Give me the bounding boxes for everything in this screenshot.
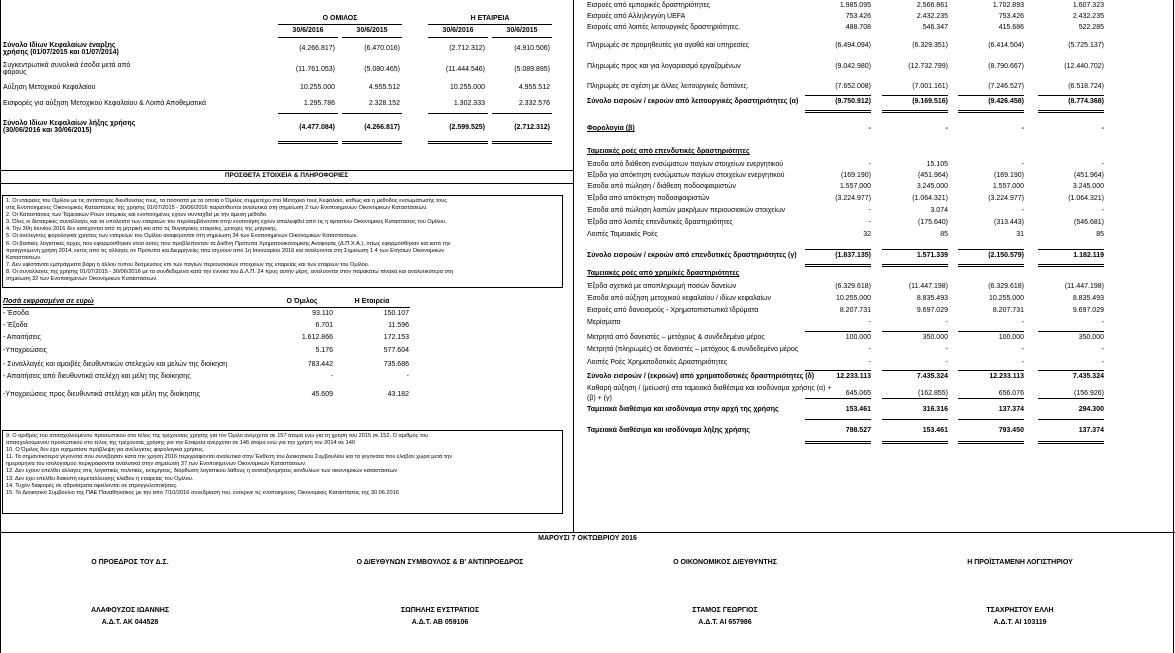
total-rule xyxy=(958,419,1024,420)
signatory-id-3: Α.Δ.Τ. ΑΙ 657986 xyxy=(698,619,752,626)
date-col-3: 30/6/2016 xyxy=(442,27,474,34)
cashflow-value: 85 xyxy=(940,231,948,238)
cashflow-value: - xyxy=(1021,161,1024,168)
cashflow-value: 9.697.029 xyxy=(916,307,948,314)
cashflow-label: Πληρωμές σε σχέση με άλλες λειτουργικές δαπάνες. xyxy=(587,83,749,90)
cashflow-row xyxy=(573,283,1173,294)
cashflow-value: (11.447.198) xyxy=(1064,283,1104,290)
related-row: - Έξοδα 6.701 11.596 xyxy=(3,322,409,329)
cashflow-label: Έσοδα από διάθεση ενσώματων παγίων στοιχείων ενεργητικού xyxy=(587,161,784,168)
equity-row-2: Συγκεντρωτικά συνολικά έσοδα μετά από φόρους (11.761.053) (5.080.465) (11.444.546) (5.089.895) xyxy=(3,62,550,76)
cashflow-value: 7.435.324 xyxy=(916,373,948,380)
cashflow-label: Εισροές από δανεισμούς - Χρηματοπιστωτικά Ιδρύματα xyxy=(587,307,759,314)
cashflow-row xyxy=(573,385,1173,402)
cashflow-value: - xyxy=(868,207,871,214)
cashflow-row xyxy=(573,98,1173,109)
date-col-2: 30/6/2015 xyxy=(356,27,388,34)
total-rule xyxy=(958,398,1024,399)
cashflow-value: (162.855) xyxy=(918,390,948,397)
equity-row-5: Σύνολο Ιδίων Κεφαλαίων λήξης χρήσης (30/06/2016 και 30/06/2015) (4.477.084) (4.266.817) (2.599.525) (2.712.312) xyxy=(3,120,550,134)
cashflow-value: 798.527 xyxy=(845,427,871,434)
cashflow-label: Πληρωμές σε προμηθευτές για αγαθά και υπηρεσίες xyxy=(587,42,749,49)
cashflow-value: - xyxy=(868,219,871,226)
cashflow-value: 12.233.113 xyxy=(836,373,871,380)
equity-row-4: Εισφορές για αύξηση Μετοχικού Κεφαλαίου & Λοιπά Αποθεματικά 1.295.786 2.328.152 1.302.333 2.332.576 xyxy=(3,100,550,107)
cashflow-value: 3.245.000 xyxy=(1072,183,1104,190)
cashflow-value: - xyxy=(945,125,948,132)
cashflow-label: Έσοδα από πώληση λοιπών μακρ/μων περιουσιακών στοιχείων xyxy=(587,207,786,214)
cashflow-value: - xyxy=(945,319,948,326)
total-rule xyxy=(882,95,948,96)
total-rule xyxy=(805,331,871,332)
cashflow-value: (6.518.724) xyxy=(1068,83,1104,90)
cashflow-value: (11.447.198) xyxy=(908,283,948,290)
equity-table xyxy=(0,0,573,160)
cashflow-value: - xyxy=(868,161,871,168)
total-rule xyxy=(1038,419,1104,420)
total-rule xyxy=(805,441,871,444)
cashflow-value: (3.224.977) xyxy=(988,195,1024,202)
cashflow-value: (7.246.527) xyxy=(988,83,1024,90)
signatory-name-3: ΣΤΑΜΟΣ ΓΕΩΡΓΙΟΣ xyxy=(692,607,758,614)
total-rule xyxy=(1038,370,1104,371)
cashflow-value: 10.255.000 xyxy=(988,295,1024,302)
cashflow-value: (175.640) xyxy=(918,219,948,226)
cashflow-value: (12.732.799) xyxy=(908,63,948,70)
cashflow-label: Μετρητά από δανειστές – μετόχους & συνδεδεμένο μέρος xyxy=(587,334,765,341)
cashflow-value: 1.985.095 xyxy=(839,2,871,9)
cashflow-row xyxy=(573,83,1173,94)
cashflow-value: 1.557.000 xyxy=(839,183,871,190)
total-rule xyxy=(805,370,871,371)
cashflow-value: (5.725.137) xyxy=(1068,42,1104,49)
cashflow-value: 32 xyxy=(863,231,871,238)
cashflow-row xyxy=(573,346,1173,357)
cashflow-label: Ταμειακά διαθέσιμα και ισοδύναμα λήξης χρήσης xyxy=(587,427,750,434)
total-rule xyxy=(805,264,871,267)
total-rule xyxy=(1038,398,1104,399)
cashflow-value: 656.076 xyxy=(998,390,1024,397)
cashflow-value: (1.064.321) xyxy=(912,195,948,202)
total-rule xyxy=(1038,441,1104,444)
total-rule xyxy=(958,331,1024,332)
cashflow-value: (3.224.977) xyxy=(835,195,871,202)
total-rule xyxy=(882,419,948,420)
total-rule xyxy=(1038,95,1104,96)
cashflow-label: Φορολογία (β) xyxy=(587,125,635,132)
total-rule xyxy=(882,331,948,332)
related-header-group: Ο Όμιλος xyxy=(286,298,318,305)
signatory-title-2: Ο ΔΙΕΥΘΥΝΩΝ ΣΥΜΒΟΥΛΟΣ & Β' ΑΝΤΙΠΡΟΕΔΡΟΣ xyxy=(356,559,524,566)
signatory-name-4: ΤΣΑΧΡΗΣΤΟΥ ΕΛΛΗ xyxy=(986,607,1054,614)
cashflow-value: 522.285 xyxy=(1078,24,1104,31)
cashflow-value: 645.065 xyxy=(845,390,871,397)
related-row: - Απαιτήσεις από διευθυντικά στελέχη και μέλη της διοίκησης - - xyxy=(3,373,409,380)
cashflow-value: 31 xyxy=(1016,231,1024,238)
cashflow-row xyxy=(573,13,1173,24)
cashflow-label: Λοιπές Ροές Χρηματοδοτικές Δραστηριότητες xyxy=(587,359,728,366)
related-header-label: Ποσά εκφρασμένα σε ευρώ xyxy=(3,298,94,305)
cashflow-row xyxy=(573,24,1173,35)
footer-date: ΜΑΡΟΥΣΙ 7 ΟΚΤΩΒΡΙΟΥ 2016 xyxy=(538,535,637,542)
cashflow-value: (6.414.504) xyxy=(988,42,1024,49)
cashflow-label: Εισροές από λοιπές λειτουργικές δραστηριότητες. xyxy=(587,24,741,31)
cashflow-label-cont: (β) + (γ) xyxy=(587,395,612,402)
cashflow-value: 15.105 xyxy=(926,161,948,168)
cashflow-row xyxy=(573,148,1173,159)
total-rule xyxy=(882,370,948,371)
cashflow-row xyxy=(573,42,1173,53)
notes-box-1: 1. Οι εταιρείες του Ομίλου με τις αντίστοιχες διευθύνσεις τους, τα ποσοστά με τα οποία ο Όμιλος συμμετέχει στο Μετοχικό τους Κεφάλαιο, καθώς και η μέθοδος ενσωμάτωσής τους στις Ενοποιημένες Οικονομικές Καταστάσεις της χρήσης 01/07/2015 - 30/06/2016 παρατίθενται αναλυτικά στη σημείωση 2 των Ενοποιημένων Οικονομικών Καταστάσεων. 2. Οι Καταστάσεις των Ταμειακών Ροών ατομικές και ενοποιημένες έχουν συνταχθεί με την άμεση μέθοδο. 3. Όλες οι διεταιρικές συναλλαγές και τα υπόλοιπα των εταιρειών του περιλαμβάνονται στην ενοποίηση έχουν απαλειφθεί από τις η αρτατίνω Οικονομικές Καταστάσεις του Ομίλου. 4. Την 30η Ιουνίου 2016 δεν κατέχονται από τη μητρική και από τις θυγατρικές εταιρείες, μετοχές της μητρικής. 5. Οι ανέλεγκτες φορολογικά χρήσεις των εταιρειών του Ομίλου αναφέρονται στη σημείωση 34 των Ενοποιημένων Οικονομικών Καταστάσεων. 6. Οι βασικές λογιστικές αρχές που εφαρμόσθηκαν είναι αυτές που προβλέπονταν τα Διεθνή Πρότυπα Χρηματοοικονομικής Αναφοράς (Δ.Π.Χ.Α.), όπως εφαρμόσθηκαν και κατά την προηγούμενη χρήση 2014, εκτός από τις αλλαγές σε Πρότυπα και Διερμηνείες που ισχύουν από 1η Ιανουαρίου 2016 και αναλύονται στη Σημείωση 1.4 των Ετήσιων Οικονομικών Καταστάσεων. 7. Δεν υφίστανται εμπράγματα βάρη ή άλλου τύπου δεσμεύσεις επί των παγίων περιουσιακών στοιχείων της εταιρείας και των εταιριών του Ομίλου. 8. Οι συναλλαγές της χρήσης 01/07/2015 - 30/06/2016 με τα συνδεδεμένα κατά την έννοια του Δ.Λ.Π. 24 προς αυτήν μέρη, αναλύονται στον παρακάτω πίνακα και αναλυτικότερα στη σημείωση 32 των Ενοποιημένων Οικονομικών Καταστάσεων. xyxy=(2,195,563,288)
cashflow-row xyxy=(573,406,1173,417)
cashflow-label: Σύνολο εισροών / (εκροών) από χρηματοδοτικές δραστηριότητες (δ) xyxy=(587,373,815,380)
cashflow-row xyxy=(573,195,1173,206)
total-rule xyxy=(882,398,948,399)
cashflow-value: - xyxy=(1101,207,1104,214)
total-rule xyxy=(882,110,948,113)
cashflow-row xyxy=(573,427,1173,438)
additional-info-title: ΠΡΟΣΘΕΤΑ ΣΤΟΙΧΕΙΑ & ΠΛΗΡΟΦΟΡΙΕΣ xyxy=(224,172,349,179)
cashflow-value: 137.374 xyxy=(1078,427,1104,434)
cashflow-value: 753.426 xyxy=(998,13,1024,20)
total-rule xyxy=(805,249,871,250)
cashflow-value: 10.255.000 xyxy=(835,295,871,302)
signatory-title-3: Ο ΟΙΚΟΝΟΜΙΚΟΣ ΔΙΕΥΘΥΝΤΗΣ xyxy=(673,559,777,566)
total-rule xyxy=(958,441,1024,444)
cashflow-row xyxy=(573,63,1173,74)
cashflow-value: - xyxy=(1021,207,1024,214)
cashflow-row xyxy=(573,307,1173,318)
notes-box-2: 9. Ο αριθμός του απασχολούμενου προσωπικού στο τέλος της τρέχουσας χρήσης για τον Όμιλο ανέρχεται σε 157 άτομα ενώ για τη χρήση του 2015 σε 152. Ο αριθμός του απασχολούμενου προσωπικού στο τέλος της τρέχουσας χρήσης για την Εταιρεία ανέρχεται σε 146 άτομα ενώ για την χρήση του 2014 σε 140 10. Ο Όμιλος δεν έχει σχηματίσει πρόβλεψη για ανέλεγκτες φορολογικά χρήσεις. 11. Τα σημαντικότερα γεγονότα που συνέβησαν κατά την χρήση 2016 περιγράφονται αναλυτικά στην Έκθεση του Διοικητικού Συμβουλίου και τα γεγονότα που έλαβαν χώρα μετά την ημερομηνία του ισολογισμού περιγράφονται αναλυτικά στην σημείωση 37 των Ενοποιημένων Οικονομικών Καταστάσεων. 12. Δεν έχουν επέλθει αλλαγές στις λογιστικές πολιτικές, εκτιμήσεις, διόρθωση λογιστικού λάθους ή αναταξινομήσεις κονδυλίων των οικονομικών καταστάσεων 13. Δεν έχει επέλθει διακοπή εκμετάλλευσης κλάδου ή εταιρείας του Ομίλου. 14. Τυχόν διαφορές σε αθροίσματα οφείλονται σε στρογγυλοποιήσεις. 15. Το Διοικητικό Συμβούλιο της ΠΑΕ Παναθηναϊκός με την από 7/10/2016 συνεδρίασή του, ενέκρινε τις ενοποιημένες Οικονομικές Καταστάσεις της 30.06.2016 xyxy=(2,430,563,514)
signatory-id-2: Α.Δ.Τ. ΑΒ 059106 xyxy=(411,619,469,626)
cashflow-value: (451.964) xyxy=(1074,172,1104,179)
total-rule xyxy=(958,110,1024,113)
cashflow-row xyxy=(573,373,1173,384)
cashflow-value: 1.702.893 xyxy=(992,2,1024,9)
total-rule xyxy=(1038,264,1104,267)
cashflow-value: (9.169.516) xyxy=(912,98,948,105)
cashflow-label: Έξοδα σχετικά με αποπληρωμή ποσών δανείων xyxy=(587,283,737,290)
cashflow-value: (8.774.368) xyxy=(1068,98,1104,105)
cashflow-label: Εισροές από Αλληλεγγύη UEFA xyxy=(587,13,686,20)
cashflow-value: 1.182.119 xyxy=(1073,252,1104,259)
cashflow-row xyxy=(573,270,1173,281)
cashflow-value: 100.000 xyxy=(998,334,1024,341)
cashflow-value: - xyxy=(1101,161,1104,168)
cashflow-value: (156.926) xyxy=(1074,390,1104,397)
cashflow-value: - xyxy=(1021,346,1024,353)
cashflow-value: 316.316 xyxy=(922,406,948,413)
cashflow-row xyxy=(573,172,1173,183)
related-row: - Απαιτήσεις 1.612.866 172.153 xyxy=(3,334,409,341)
cashflow-value: 2.432.235 xyxy=(916,13,948,20)
cashflow-value: (9.426.458) xyxy=(988,98,1024,105)
cashflow-value: 7.435.324 xyxy=(1072,373,1104,380)
cashflow-row xyxy=(573,2,1173,13)
cashflow-value: (7.652.008) xyxy=(835,83,871,90)
signatory-id-1: Α.Δ.Τ. ΑΚ 044528 xyxy=(101,619,159,626)
cashflow-value: - xyxy=(868,346,871,353)
cashflow-value: (7.001.161) xyxy=(912,83,948,90)
cashflow-value: 8.207.731 xyxy=(839,307,871,314)
cashflow-value: 1.607.323 xyxy=(1072,2,1104,9)
related-row: -Υποχρεώσεις προς διευθυντικά στελέχη και μέλη της διοίκησης 45.609 43.182 xyxy=(3,391,409,398)
company-header: Η ΕΤΑΙΡΕΙΑ xyxy=(470,15,510,22)
cashflow-value: 3.074 xyxy=(930,207,948,214)
cashflow-value: (169.190) xyxy=(841,172,871,179)
cashflow-value: 9.697.029 xyxy=(1072,307,1104,314)
cashflow-value: 350.000 xyxy=(922,334,948,341)
signatory-title-1: Ο ΠΡΟΕΔΡΟΣ ΤΟΥ Δ.Σ. xyxy=(91,559,169,566)
cashflow-value: (6.329.618) xyxy=(835,283,871,290)
equity-row-3: Αύξηση Μετοχικού Κεφαλαίου 10.255.000 4.955.512 10.255.000 4.955.512 xyxy=(3,84,550,91)
cashflow-value: - xyxy=(945,346,948,353)
cashflow-value: (451.964) xyxy=(918,172,948,179)
cashflow-value: (6.329.618) xyxy=(988,283,1024,290)
total-rule xyxy=(1038,110,1104,113)
total-rule xyxy=(805,419,871,420)
cashflow-label: Μετρητά (πληρωμές) σε δανειστές – μετόχους & συνδεδεμένο μέρος xyxy=(587,346,799,353)
cashflow-value: 100.000 xyxy=(845,334,871,341)
footer-divider xyxy=(0,532,1175,533)
cashflow-row xyxy=(573,207,1173,218)
cashflow-value: 8.835.493 xyxy=(916,295,948,302)
cashflow-value: 85 xyxy=(1096,231,1104,238)
cashflow-label: Καθαρή αύξηση / (μείωση) στα ταμειακά διαθέσιμα και ισοδύναμα χρήσης (α) + xyxy=(587,385,832,392)
cashflow-value: 8.207.731 xyxy=(992,307,1024,314)
signatory-title-4: Η ΠΡΟΪΣΤΑΜΕΝΗ ΛΟΓΙΣΤΗΡΙΟΥ xyxy=(967,559,1073,566)
cashflow-row xyxy=(573,334,1173,345)
cashflow-value: - xyxy=(868,359,871,366)
cashflow-value: - xyxy=(868,319,871,326)
signatory-id-4: Α.Δ.Τ. ΑΙ 103119 xyxy=(993,619,1047,626)
cashflow-value: - xyxy=(1101,346,1104,353)
cashflow-value: 12.233.113 xyxy=(989,373,1024,380)
right-border xyxy=(1173,0,1174,653)
cashflow-value: 153.461 xyxy=(922,427,948,434)
signatory-name-1: ΑΛΑΦΟΥΖΟΣ ΙΩΑΝΝΗΣ xyxy=(90,607,170,614)
cashflow-value: - xyxy=(1021,319,1024,326)
total-rule xyxy=(1038,249,1104,250)
cashflow-value: (2.150.579) xyxy=(988,252,1024,259)
cashflow-label: Έξοδα από λοιπές επενδυτικές δραστηριότητες xyxy=(587,219,733,226)
cashflow-value: 2.566.861 xyxy=(916,2,948,9)
cashflow-label: Έσοδα από πώληση / διάθεση ποδοσφαιριστών xyxy=(587,183,736,190)
related-row: - Έσοδα 93.110 150.107 xyxy=(3,310,409,317)
cashflow-value: (12.440.702) xyxy=(1064,63,1104,70)
cashflow-value: - xyxy=(1101,359,1104,366)
cashflow-value: 153.461 xyxy=(845,406,871,413)
related-party-table xyxy=(0,296,573,406)
cashflow-row xyxy=(573,219,1173,230)
cashflow-value: - xyxy=(1101,125,1104,132)
cashflow-label: Σύνολο εισροών / εκροών από επενδυτικές δραστηριότητες (γ) xyxy=(587,252,797,259)
cashflow-value: (1.837.135) xyxy=(835,252,871,259)
cashflow-row xyxy=(573,183,1173,194)
date-col-4: 30/6/2015 xyxy=(506,27,538,34)
cashflow-value: (6.329.351) xyxy=(912,42,948,49)
cashflow-value: (169.190) xyxy=(994,172,1024,179)
cashflow-label: Έσοδα από αύξηση μετοχικού κεφαλαίου / ιδίων κεφαλαίων xyxy=(587,295,772,302)
cashflow-row xyxy=(573,252,1173,263)
cashflow-value: (9.042.980) xyxy=(835,63,871,70)
cashflow-value: 1.571.339 xyxy=(916,252,948,259)
total-rule xyxy=(1038,331,1104,332)
cashflow-value: 488.708 xyxy=(845,24,871,31)
cashflow-value: - xyxy=(1021,125,1024,132)
cashflow-label: Λοιπές Ταμειακές Ροές xyxy=(587,231,658,238)
cashflow-row xyxy=(573,319,1173,330)
equity-row-1: Σύνολο Ιδίων Κεφαλαίων έναρξης χρήσης (01/07/2015 και 01/07/2014) (4.266.817) (6.470.016) (2.712.312) (4.910.506) xyxy=(3,42,550,56)
cashflow-label: Σύνολο εισροών / εκροών από λειτουργικές δραστηριότητες (α) xyxy=(587,98,799,105)
cashflow-value: 137.374 xyxy=(998,406,1024,413)
cashflow-value: 1.557.000 xyxy=(992,183,1024,190)
cashflow-value: (313.443) xyxy=(994,219,1024,226)
cashflow-value: - xyxy=(945,359,948,366)
cashflow-row xyxy=(573,125,1173,136)
cashflow-value: 753.426 xyxy=(845,13,871,20)
cashflow-row xyxy=(573,231,1173,242)
cashflow-label: Έξοδα από απόκτηση ποδοσφαιριστών xyxy=(587,195,710,202)
signatory-name-2: ΣΩΠΗΛΗΣ ΕΥΣΤΡΑΤΙΟΣ xyxy=(400,607,480,614)
total-rule xyxy=(805,95,871,96)
total-rule xyxy=(958,370,1024,371)
cashflow-label: Έξοδα για απόκτηση ενσώματων παγίων στοιχείων ενεργητικού xyxy=(587,172,785,179)
total-rule xyxy=(958,264,1024,267)
total-rule xyxy=(958,249,1024,250)
related-row: -Υποχρεώσεις 5.176 577.604 xyxy=(3,347,409,354)
cashflow-value: 350.000 xyxy=(1078,334,1104,341)
cashflow-value: - xyxy=(1021,359,1024,366)
date-col-1: 30/6/2016 xyxy=(292,27,324,34)
cashflow-value: - xyxy=(868,125,871,132)
cashflow-label: Εισροές από εμπορικές δραστηριότητες xyxy=(587,2,710,9)
total-rule xyxy=(882,264,948,267)
cashflow-value: 8.835.493 xyxy=(1072,295,1104,302)
cashflow-value: 2.432.235 xyxy=(1072,13,1104,20)
related-header-company: Η Εταιρεία xyxy=(354,298,390,305)
cashflow-value: 3.245.000 xyxy=(916,183,948,190)
total-rule xyxy=(882,441,948,444)
cashflow-value: 546.347 xyxy=(922,24,948,31)
cashflow-value: (546.681) xyxy=(1074,219,1104,226)
cashflow-value: 415.686 xyxy=(998,24,1024,31)
cashflow-label: Ταμειακές ροές από επενδυτικές δραστηριότητες xyxy=(587,148,750,155)
cashflow-label: Μερίσματα xyxy=(587,319,621,326)
cashflow-row xyxy=(573,295,1173,306)
cashflow-value: 793.450 xyxy=(998,427,1024,434)
cashflow-value: (6.494.094) xyxy=(835,42,871,49)
cashflow-value: - xyxy=(1101,319,1104,326)
total-rule xyxy=(958,95,1024,96)
cashflow-value: (9.750.912) xyxy=(835,98,871,105)
total-rule xyxy=(882,249,948,250)
cashflow-row xyxy=(573,359,1173,370)
cashflow-value: 294.300 xyxy=(1078,406,1104,413)
cashflow-value: (1.064.321) xyxy=(1068,195,1104,202)
cashflow-row xyxy=(573,161,1173,172)
cashflow-label: Ταμειακές ροές από χρημ/κές δραστηριότητες xyxy=(587,270,740,277)
cashflow-table xyxy=(573,0,1173,532)
cashflow-value: (8.790.667) xyxy=(988,63,1024,70)
total-rule xyxy=(805,110,871,113)
group-header: Ο ΟΜΙΛΟΣ xyxy=(322,15,358,22)
cashflow-label: Ταμειακά διαθέσιμα και ισοδύναμα στην αρχή της χρήσης xyxy=(587,406,779,413)
cashflow-label: Πληρωμές προς και για λογαριασμό εργαζομένων xyxy=(587,63,741,70)
related-row: - Συναλλαγές και αμοιβές διευθυντικών στελεχών και μελών της διοίκηση 783.442 735.686 xyxy=(3,361,409,368)
total-rule xyxy=(805,398,871,399)
